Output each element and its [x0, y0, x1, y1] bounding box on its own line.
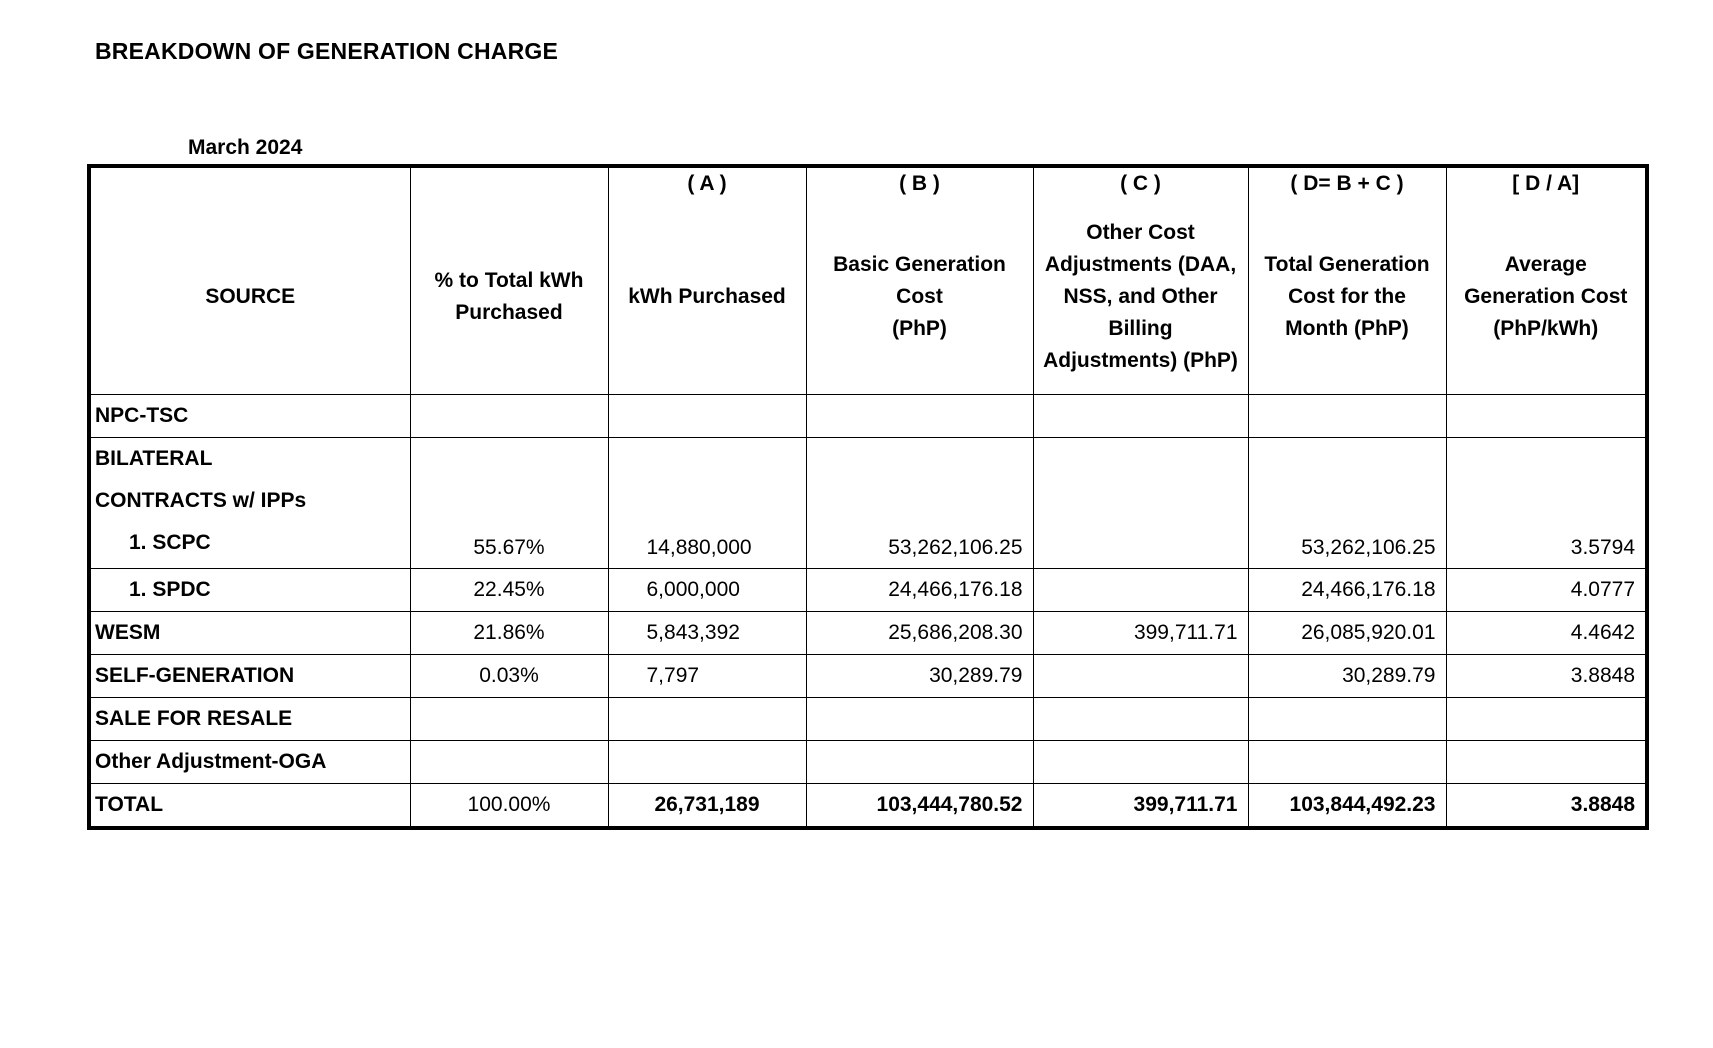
- avg-cost-cell: 3.5794: [1446, 438, 1647, 569]
- kwh-cell: [608, 741, 806, 784]
- pct-cell: 55.67%: [410, 438, 608, 569]
- kwh-cell: 6,000,000: [608, 569, 806, 612]
- basic-cost-cell: 24,466,176.18: [806, 569, 1033, 612]
- other-cost-cell: [1033, 569, 1248, 612]
- avg-cost-cell: [1446, 741, 1647, 784]
- basic-cost-cell: [806, 395, 1033, 438]
- table-row: [89, 741, 1647, 784]
- total-row: [89, 784, 1647, 829]
- kwh-cell: 7,797: [608, 655, 806, 698]
- basic-cost-cell: 103,444,780.52: [806, 784, 1033, 829]
- source-cell: NPC-TSC: [89, 395, 410, 438]
- header-pct: % to Total kWh Purchased: [410, 166, 608, 395]
- pct-cell: [410, 395, 608, 438]
- source-cell: [89, 438, 410, 569]
- period-label: March 2024: [188, 136, 303, 159]
- kwh-cell: [608, 395, 806, 438]
- basic-cost-cell: [806, 698, 1033, 741]
- header-basic: ( B ) Basic Generation Cost (PhP): [806, 166, 1033, 395]
- pct-cell: 21.86%: [410, 612, 608, 655]
- basic-cost-cell: 25,686,208.30: [806, 612, 1033, 655]
- avg-cost-cell: 4.0777: [1446, 569, 1647, 612]
- header-total: ( D= B + C ) Total Generation Cost for the Month (PhP): [1248, 166, 1446, 395]
- avg-cost-cell: [1446, 698, 1647, 741]
- header-row: [89, 166, 1647, 395]
- other-cost-cell: 399,711.71: [1033, 612, 1248, 655]
- bilateral-label: BILATERAL: [95, 447, 213, 470]
- generation-charge-table: [87, 164, 1649, 830]
- scpc-label: 1. SCPC: [129, 531, 211, 554]
- total-cost-cell: [1248, 698, 1446, 741]
- kwh-cell: 14,880,000: [608, 438, 806, 569]
- kwh-cell: [608, 698, 806, 741]
- source-cell: 1. SPDC: [89, 569, 410, 612]
- basic-cost-cell: 53,262,106.25: [806, 438, 1033, 569]
- total-cost-cell: 26,085,920.01: [1248, 612, 1446, 655]
- pct-cell: [410, 698, 608, 741]
- table-row: [89, 698, 1647, 741]
- other-cost-cell: [1033, 698, 1248, 741]
- header-avg: [ D / A] Average Generation Cost (PhP/kWh): [1446, 166, 1647, 395]
- other-cost-cell: [1033, 395, 1248, 438]
- pct-cell: 0.03%: [410, 655, 608, 698]
- avg-cost-cell: 4.4642: [1446, 612, 1647, 655]
- pct-cell: 22.45%: [410, 569, 608, 612]
- pct-cell: [410, 741, 608, 784]
- table-row: [89, 569, 1647, 612]
- avg-cost-cell: 3.8848: [1446, 784, 1647, 829]
- source-cell: SALE FOR RESALE: [89, 698, 410, 741]
- other-cost-cell: [1033, 741, 1248, 784]
- basic-cost-cell: 30,289.79: [806, 655, 1033, 698]
- total-cost-cell: 24,466,176.18: [1248, 569, 1446, 612]
- source-cell: TOTAL: [89, 784, 410, 829]
- avg-cost-cell: 3.8848: [1446, 655, 1647, 698]
- document-title: BREAKDOWN OF GENERATION CHARGE: [95, 38, 559, 64]
- other-cost-cell: [1033, 438, 1248, 569]
- avg-cost-cell: [1446, 395, 1647, 438]
- other-cost-cell: 399,711.71: [1033, 784, 1248, 829]
- total-cost-cell: 30,289.79: [1248, 655, 1446, 698]
- pct-cell: 100.00%: [410, 784, 608, 829]
- kwh-cell: 26,731,189: [608, 784, 806, 829]
- total-cost-cell: [1248, 395, 1446, 438]
- basic-cost-cell: [806, 741, 1033, 784]
- table-row: [89, 612, 1647, 655]
- total-cost-cell: 103,844,492.23: [1248, 784, 1446, 829]
- source-cell: Other Adjustment-OGA: [89, 741, 410, 784]
- table-row: [89, 438, 1647, 569]
- header-kwh: ( A ) kWh Purchased: [608, 166, 806, 395]
- total-cost-cell: [1248, 741, 1446, 784]
- header-other: ( C ) Other Cost Adjustments (DAA, NSS, and Other Billing Adjustments) (PhP): [1033, 166, 1248, 395]
- kwh-cell: 5,843,392: [608, 612, 806, 655]
- table-row: [89, 655, 1647, 698]
- bilateral-label: CONTRACTS w/ IPPs: [95, 489, 307, 512]
- source-cell: WESM: [89, 612, 410, 655]
- header-source: SOURCE: [89, 166, 410, 395]
- table-row: [89, 395, 1647, 438]
- total-cost-cell: 53,262,106.25: [1248, 438, 1446, 569]
- source-cell: SELF-GENERATION: [89, 655, 410, 698]
- other-cost-cell: [1033, 655, 1248, 698]
